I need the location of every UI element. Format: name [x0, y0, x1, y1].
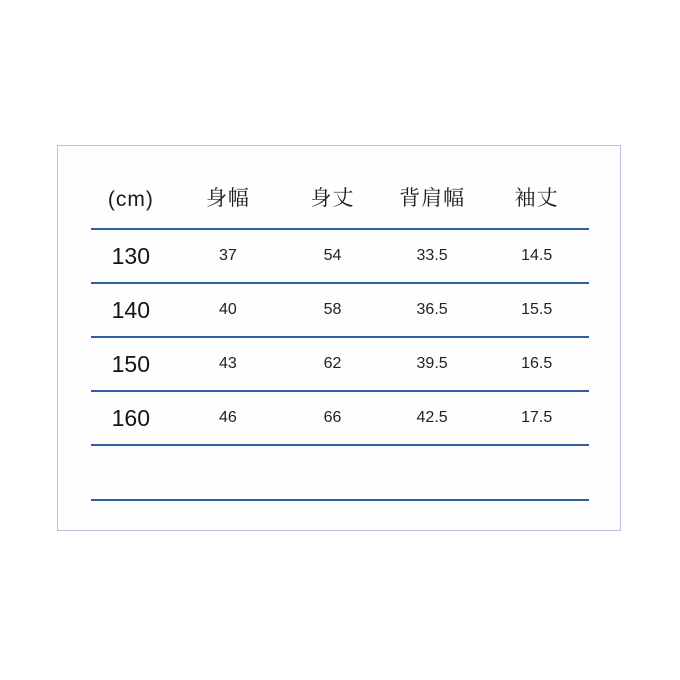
table-row [91, 338, 589, 392]
size-cell: 140 [111, 296, 151, 323]
measurement-cell: 14.5 [521, 247, 553, 264]
table-row [91, 392, 589, 446]
measurement-cell: 33.5 [416, 247, 448, 264]
measurement-cell: 46 [219, 409, 237, 426]
table-row [91, 284, 589, 338]
measurement-cell: 17.5 [521, 409, 553, 426]
measurement-cell: 62 [323, 355, 342, 372]
measurement-cell: 42.5 [416, 409, 448, 426]
measurement-cell: 36.5 [416, 301, 448, 318]
size-chart-panel [57, 145, 621, 531]
measurement-cell: 58 [323, 301, 342, 318]
column-header-shoulder-width: 背肩幅 [399, 187, 466, 210]
measurement-cell: 43 [219, 355, 237, 372]
measurement-cell: 16.5 [521, 355, 553, 372]
measurement-cell: 40 [219, 301, 237, 318]
table-header-row [91, 146, 589, 230]
table-row-empty [91, 446, 589, 501]
size-cell: 160 [111, 404, 151, 431]
measurement-cell: 37 [219, 247, 237, 264]
column-header-body-length: 身丈 [310, 187, 355, 210]
column-header-unit: (cm) [107, 188, 154, 211]
table-row [91, 230, 589, 284]
measurement-cell: 66 [323, 409, 342, 426]
size-cell: 150 [111, 350, 151, 377]
column-header-body-width: 身幅 [205, 187, 250, 210]
size-cell: 130 [111, 242, 151, 269]
column-header-sleeve-length: 袖丈 [514, 187, 559, 210]
measurement-cell: 15.5 [521, 301, 553, 318]
size-chart-table [91, 146, 589, 501]
measurement-cell: 54 [323, 247, 342, 264]
measurement-cell: 39.5 [416, 355, 448, 372]
